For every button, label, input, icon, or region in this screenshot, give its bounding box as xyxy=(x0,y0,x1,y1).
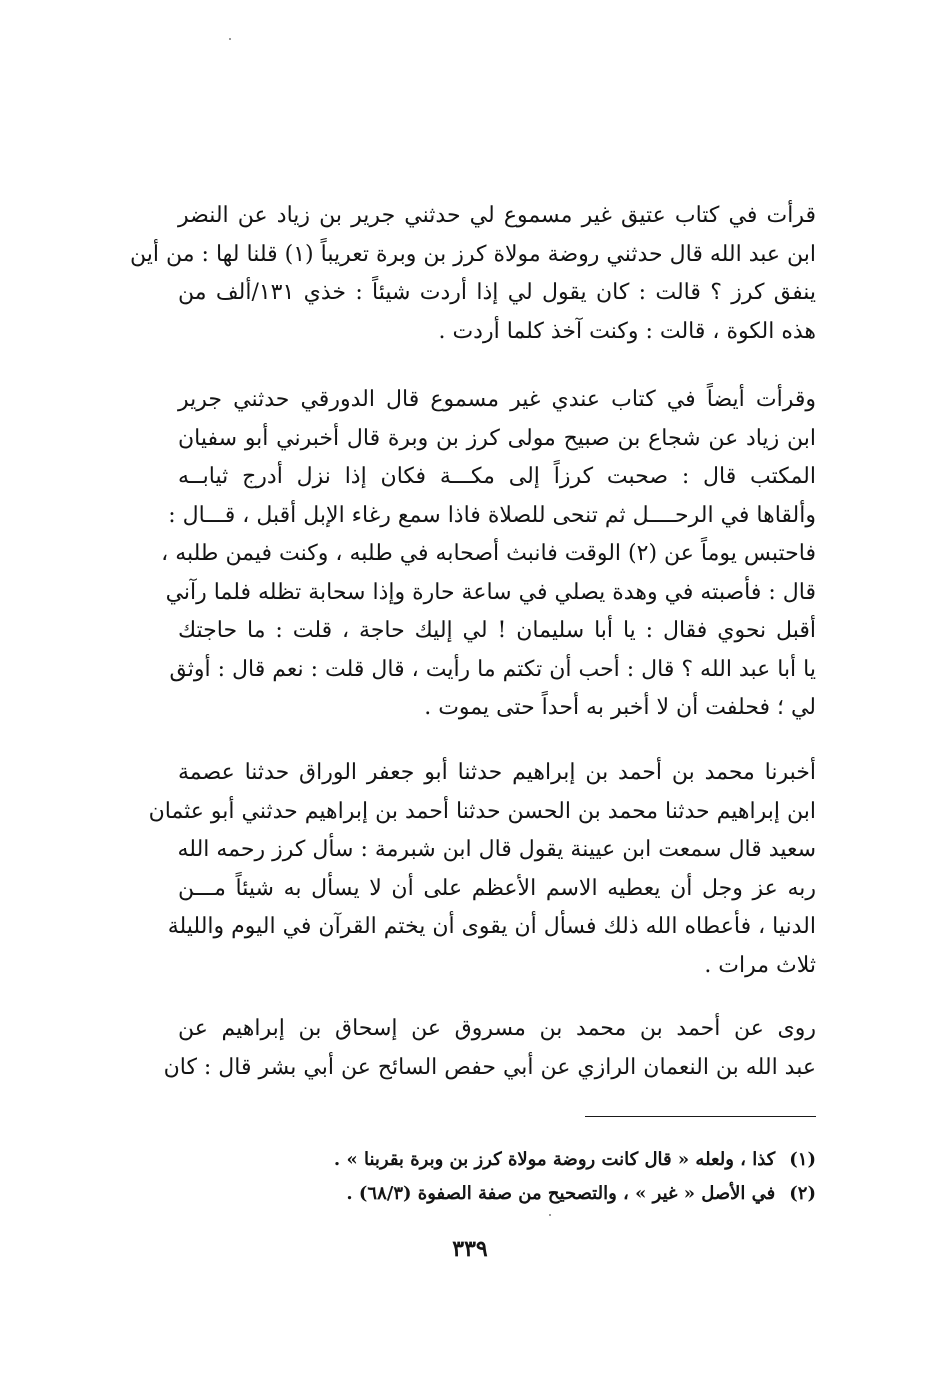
paragraph-1 xyxy=(130,197,816,351)
paper-speck xyxy=(549,1214,551,1216)
paragraph-4 xyxy=(163,1010,816,1087)
footnote-text: كذا ، ولعله « قال كانت روضة مولاة كرز بن وبرة بقربنا » . xyxy=(333,1149,776,1170)
text-line: هذه الكوة ، قالت : وكنت آخذ كلما أردت . xyxy=(438,318,816,344)
text-line: ابن زياد عن شجاع بن صبيح مولى كرز بن وبرة قال أخبرني أبو سفيان xyxy=(178,425,816,451)
paragraph-3 xyxy=(148,754,816,985)
footnote-1 xyxy=(300,1143,816,1177)
text-line: وألقاها في الرحــــل ثم تنحى للصلاة فاذا سمع رغاء الإبل أقبل ، قـــال : xyxy=(168,502,816,528)
text-line: يا أبا عبد الله ؟ قال : أحب أن تكتم ما رأيت ، قال قلت : نعم قال : أوثق xyxy=(169,656,816,682)
footnote-separator xyxy=(585,1116,816,1117)
text-line: ثلاث مرات . xyxy=(704,952,816,978)
text-line: عبد الله بن النعمان الرازي عن أبي حفص السائح عن أبي بشر قال : كان xyxy=(163,1054,816,1080)
footnote-2 xyxy=(300,1177,816,1211)
footnotes xyxy=(300,1143,816,1211)
text-line: المكتب قال : صحبت كرزاً إلى مكـــة فكان إذا نزل أدرج ثيابــه xyxy=(178,464,816,489)
text-line: سعيد قال سمعت ابن عيينة يقول قال ابن شبرمة : سأل كرز رحمه الله xyxy=(177,837,816,862)
text-line: قرأت في كتاب عتيق غير مسموع لي حدثني جرير بن زياد عن النضر xyxy=(178,203,816,228)
text-line: قال : فأصبته في وهدة يصلي في ساعة حارة وإذا سحابة تظله فلما رآني xyxy=(165,579,816,605)
text-line: ينفق كرز ؟ قالت : كان يقول لي إذا أردت شيئاً : خذي ١٣١/ألف من xyxy=(178,280,816,305)
footnote-number: (١) xyxy=(789,1149,816,1170)
page-number: ٣٣٩ xyxy=(452,1236,488,1262)
text-line: ابن إبراهيم حدثنا محمد بن الحسن حدثنا أحمد بن إبراهيم حدثني أبو عثمان xyxy=(148,798,816,824)
text-line: ابن عبد الله قال حدثني روضة مولاة كرز بن وبرة تعريباً (١) قلنا لها : من أين xyxy=(130,241,816,267)
paragraph-2 xyxy=(161,381,816,728)
text-line: ربه عز وجل أن يعطيه الاسم الأعظم على أن لا يسأل به شيئاً مـــن xyxy=(178,875,816,901)
text-line: أقبل نحوي فقال : يا أبا سليمان ! لي إليك حاجة ، قلت : ما حاجتك xyxy=(178,618,816,643)
text-line: لي ؛ فحلفت أن لا أخبر به أحداً حتى يموت . xyxy=(424,695,816,720)
paper-speck xyxy=(229,38,231,40)
text-line: روى عن أحمد بن محمد بن مسروق عن إسحاق بن إبراهيم عن xyxy=(178,1016,816,1041)
footnote-text: في الأصل « غير » ، والتصحيح من صفة الصفوة (٦٨/٣) . xyxy=(346,1183,776,1204)
text-line: أخبرنا محمد بن أحمد بن إبراهيم حدثنا أبو جعفر الوراق حدثنا عصمة xyxy=(178,760,816,785)
footnote-number: (٢) xyxy=(789,1183,816,1204)
text-line: فاحتبس يوماً عن (٢) الوقت فانبث أصحابه في طلبه ، وكنت فيمن طلبه ، xyxy=(161,541,816,566)
text-line: الدنيا ، فأعطاه الله ذلك فسأل أن يقوى أن يختم القرآن في اليوم والليلة xyxy=(167,914,816,939)
text-line: وقرأت أيضاً في كتاب عندي غير مسموع قال الدورقي حدثني جرير xyxy=(178,387,816,412)
